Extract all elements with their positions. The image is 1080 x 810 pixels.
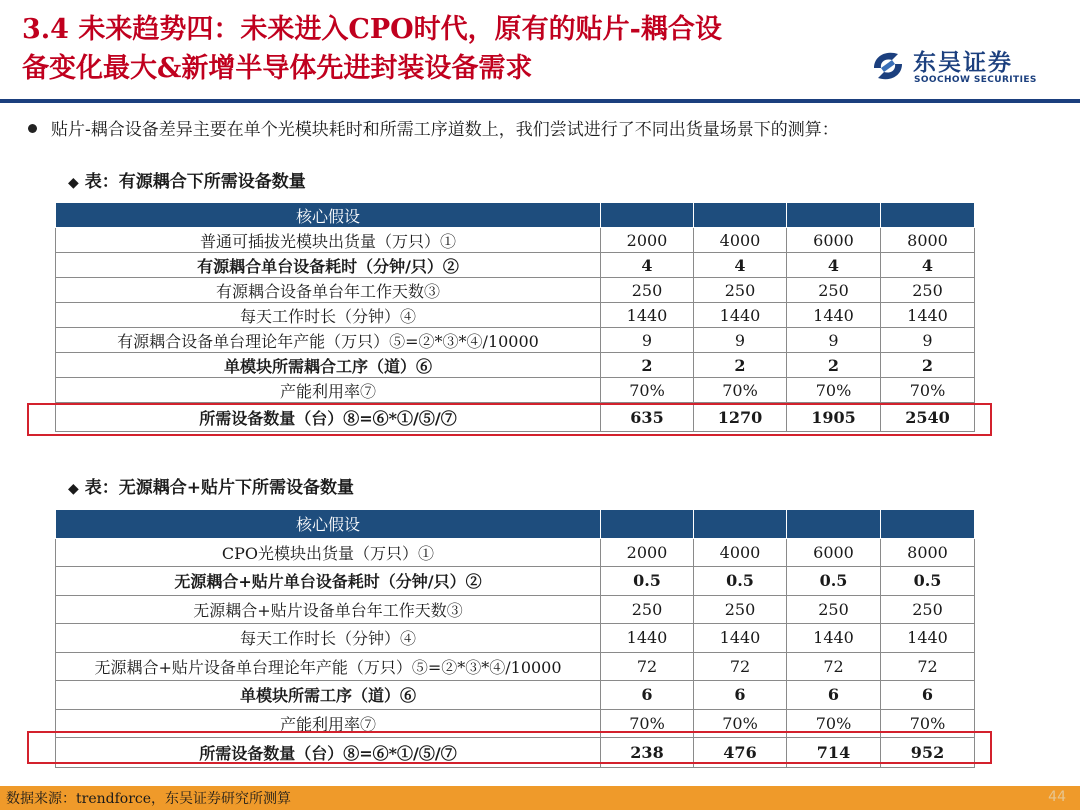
header-blank [787,203,881,228]
cell: 250 [694,278,787,303]
row-label: 每天工作时长（分钟）④ [56,303,601,328]
cell: 1440 [694,624,787,653]
cell: 714 [787,738,881,768]
company-logo [868,44,1048,88]
cell: 72 [881,652,975,681]
cell: 1440 [881,303,975,328]
cell: 70% [601,378,694,403]
cell: 4 [881,253,975,278]
data-source: 数据来源：trendforce，东吴证券研究所测算 [6,791,292,807]
footer-bar [0,786,1080,810]
table-row [56,652,975,681]
cell: 476 [694,738,787,768]
cell: 8000 [881,228,975,253]
table-row [56,378,975,403]
table-row [56,538,975,567]
table-row [56,624,975,653]
diamond-icon: ◆ [68,481,79,497]
table-row [56,567,975,596]
cell: 0.5 [787,567,881,596]
page-title [22,10,852,88]
row-label: 有源耦合设备单台年工作天数③ [56,278,601,303]
table-header-row [56,203,975,228]
cell: 0.5 [694,567,787,596]
table-row [56,278,975,303]
cell: 1440 [787,624,881,653]
cell: 250 [881,278,975,303]
cell: 6000 [787,538,881,567]
cell: 250 [601,278,694,303]
table1-title [68,171,306,194]
table-passive-coupling [55,509,975,768]
row-label: 无源耦合+贴片单台设备耗时（分钟/只）② [56,567,601,596]
row-label: 普通可插拔光模块出货量（万只）① [56,228,601,253]
page-number: 44 [1048,789,1066,805]
cell: 9 [601,328,694,353]
row-label: 产能利用率⑦ [56,378,601,403]
cell: 72 [694,652,787,681]
cell: 4 [601,253,694,278]
table-row [56,328,975,353]
header-blank [694,203,787,228]
logo-chinese-name: 东吴证券 [913,50,1013,76]
table-row [56,303,975,328]
row-label: 单模块所需耦合工序（道）⑥ [56,353,601,378]
header-blank [787,510,881,539]
cell: 6000 [787,228,881,253]
cell: 1905 [787,403,881,432]
cell: 2540 [881,403,975,432]
cell: 1440 [601,303,694,328]
cell: 952 [881,738,975,768]
cell: 9 [787,328,881,353]
title-line-2: 备变化最大&新增半导体先进封装设备需求 [22,53,533,84]
cell: 238 [601,738,694,768]
table-row [56,595,975,624]
table1-title-text: 表：有源耦合下所需设备数量 [84,172,306,192]
row-label: 有源耦合单台设备耗时（分钟/只）② [56,253,601,278]
bullet-dot-icon [28,124,37,133]
logo-english-name: SOOCHOW SECURITIES [914,75,1037,85]
diamond-icon: ◆ [68,175,79,191]
table-row [56,709,975,738]
table-total-row [56,738,975,768]
row-label: 每天工作时长（分钟）④ [56,624,601,653]
header-core-assumption: 核心假设 [56,510,601,539]
cell: 2000 [601,538,694,567]
header-core-assumption: 核心假设 [56,203,601,228]
table-total-row [56,403,975,432]
soochow-logo-icon [868,46,908,86]
cell: 70% [787,378,881,403]
table-row [56,681,975,710]
header-blank [694,510,787,539]
cell: 2000 [601,228,694,253]
cell: 70% [601,709,694,738]
row-label: CPO光模块出货量（万只）① [56,538,601,567]
cell: 1440 [787,303,881,328]
cell: 9 [694,328,787,353]
cell: 1270 [694,403,787,432]
title-line-1: 3.4 未来趋势四：未来进入CPO时代，原有的贴片-耦合设 [22,14,722,45]
cell: 70% [881,378,975,403]
cell: 6 [601,681,694,710]
table-row [56,228,975,253]
row-label: 有源耦合设备单台理论年产能（万只）⑤=②*③*④/10000 [56,328,601,353]
table-active-coupling [55,202,975,432]
cell: 0.5 [881,567,975,596]
header-blank [601,510,694,539]
cell: 2 [601,353,694,378]
cell: 9 [881,328,975,353]
cell: 2 [787,353,881,378]
table-header-row [56,510,975,539]
row-label: 无源耦合+贴片设备单台年工作天数③ [56,595,601,624]
cell: 6 [787,681,881,710]
cell: 250 [881,595,975,624]
header-blank [881,203,975,228]
table-row [56,353,975,378]
cell: 70% [881,709,975,738]
cell: 1440 [601,624,694,653]
cell: 635 [601,403,694,432]
cell: 4000 [694,538,787,567]
cell: 250 [787,595,881,624]
cell: 250 [694,595,787,624]
cell: 2 [694,353,787,378]
cell: 1440 [694,303,787,328]
cell: 4 [694,253,787,278]
row-label: 所需设备数量（台）⑧=⑥*①/⑤/⑦ [56,403,601,432]
row-label: 产能利用率⑦ [56,709,601,738]
bullet-point [28,118,1068,142]
cell: 250 [601,595,694,624]
cell: 2 [881,353,975,378]
row-label: 所需设备数量（台）⑧=⑥*①/⑤/⑦ [56,738,601,768]
cell: 4000 [694,228,787,253]
row-label: 无源耦合+贴片设备单台理论年产能（万只）⑤=②*③*④/10000 [56,652,601,681]
cell: 6 [694,681,787,710]
bullet-text: 贴片-耦合设备差异主要在单个光模块耗时和所需工序道数上，我们尝试进行了不同出货量场景下的测算： [51,120,839,140]
cell: 250 [787,278,881,303]
cell: 0.5 [601,567,694,596]
header-blank [601,203,694,228]
cell: 4 [787,253,881,278]
header-divider [0,99,1080,103]
table2-title-text: 表：无源耦合+贴片下所需设备数量 [84,478,355,498]
row-label: 单模块所需工序（道）⑥ [56,681,601,710]
cell: 70% [694,378,787,403]
cell: 1440 [881,624,975,653]
cell: 70% [694,709,787,738]
cell: 8000 [881,538,975,567]
cell: 6 [881,681,975,710]
table-row [56,253,975,278]
header-blank [881,510,975,539]
cell: 72 [787,652,881,681]
cell: 70% [787,709,881,738]
cell: 72 [601,652,694,681]
table2-title [68,477,354,500]
